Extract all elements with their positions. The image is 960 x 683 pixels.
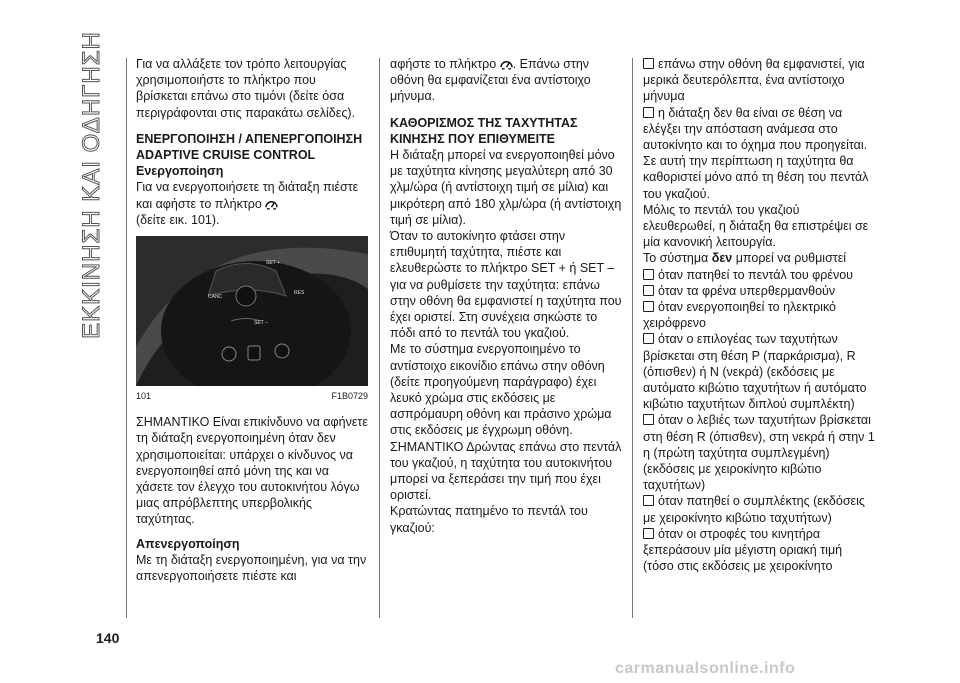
checkbox-icon	[643, 333, 654, 344]
bullet-item	[643, 526, 875, 575]
subheading-deactivate: Απενεργοποίηση	[136, 536, 240, 551]
accelerator-warning: ΣΗΜΑΝΤΙΚΟ Δρώντας επάνω στο πεντάλ του γκαζιού, η ταχύτητα του αυτοκινήτου μπορεί να ξεπεράσει την τιμή που έχει οριστεί.	[390, 439, 622, 503]
column-2	[390, 56, 622, 536]
steering-wheel-figure	[136, 236, 368, 386]
icon-colour-paragraph: Με το σύστημα ενεργοποιημένο το αντίστοιχο εικονίδιο επάνω στην οθόνη (δείτε προηγούμενη παράγραφο) έχει λευκό χρώμα στις εκδόσεις με ασπρόμαυρη οθόνη και πράσινο χρώμα στις εκδόσεις με έγχρωμη οθόνη.	[390, 342, 612, 438]
bullet-text: όταν οι στροφές του κινητήρα ξεπεράσουν μία μέγιστη οριακή τιμή (τόσο στις εκδόσεις με χειροκίνητο	[643, 526, 843, 574]
bullet-text: όταν ο επιλογέας των ταχυτήτων βρίσκεται στη θέση P (παρκάρισμα), R (όπισθεν) ή N (νεκρά) (εκδόσεις με αυτόματο κιβώτιο ταχυτήτων ή αυτόματο κιβώτιο ταχυτήτων διπλού συμπλέκτη)	[643, 332, 867, 412]
bullet-text: επάνω στην οθόνη θα εμφανιστεί, για μερικά δευτερόλεπτα, ένα αντίστοιχο μήνυμα	[643, 57, 865, 104]
bullet-text: όταν ο λεβιές των ταχυτήτων βρίσκεται στη θέση R (όπισθεν), στη νεκρά ή στην 1 η (πρώτη ταχύτητα συμπλεγμένη) (εκδόσεις με χειροκίνητο κιβώτιο ταχυτήτων)	[643, 413, 875, 493]
cruise-control-icon	[265, 199, 278, 210]
cruise-control-icon	[500, 59, 513, 70]
warning-paragraph: ΣΗΜΑΝΤΙΚΟ Είναι επικίνδυνο να αφήνετε τη διάταξη ενεργοποιημένη όταν δεν χρησιμοποιείται: υπάρχει ο κίνδυνος να ενεργοποιηθεί από μόνη της και να χάσετε τον έλεγχο του αυτοκινήτου λόγω μιας απρόβλεπτης υπερβολικής ταχύτητας.	[136, 415, 368, 527]
bullet-item	[643, 56, 875, 105]
cannot-set-b: μπορεί να ρυθμιστεί	[735, 251, 847, 266]
figure-code: F1B0729	[331, 391, 368, 402]
deactivate-text-a: αφήστε το πλήκτρο	[390, 57, 497, 71]
activate-ref: (δείτε εικ. 101).	[136, 212, 220, 227]
column-1	[136, 56, 368, 584]
subheading-activate: Ενεργοποίηση	[136, 164, 224, 179]
bullet-text: η διάταξη δεν θα είναι σε θέση να ελέγξει την απόσταση ανάμεσα στο αυτοκίνητο και το όχημα που προηγείται. Σε αυτή την περίπτωση η ταχύτητα θα καθοριστεί μόνο από τη θέση του πεντάλ του γκαζιού.	[643, 105, 869, 201]
cannot-set-bold: δεν	[711, 251, 733, 266]
bullet-item	[643, 267, 875, 283]
bullet-text: όταν πατηθεί το πεντάλ του φρένου	[658, 267, 854, 282]
checkbox-icon	[643, 107, 654, 118]
bullet-item	[643, 299, 875, 331]
set-minus-label: SET –	[254, 320, 268, 327]
page-number: 140	[96, 630, 120, 646]
column-3	[643, 56, 875, 575]
steering-wheel-illustration	[136, 236, 368, 386]
bullet-text: όταν τα φρένα υπερθερμανθούν	[658, 283, 836, 298]
column-divider	[632, 58, 633, 618]
intro-paragraph: Για να αλλάξετε τον τρόπο λειτουργίας χρησιμοποιήστε το πλήκτρο που βρίσκεται επάνω στο τιμόνι (δείτε όσα περιγράφονται στις παρακάτω σελίδες).	[136, 57, 355, 120]
checkbox-icon	[643, 58, 654, 69]
speed-range-paragraph: Η διάταξη μπορεί να ενεργοποιηθεί μόνο με ταχύτητα κίνησης μεγαλύτερη από 30 χλμ/ώρα (ή αντίστοιχη τιμή σε μίλια) και μικρότερη από 180 χλμ/ώρα (ή αντίστοιχη τιμή σε μίλια).	[390, 148, 622, 227]
bullet-item	[643, 412, 875, 493]
activate-text: Για να ενεργοποιήσετε τη διάταξη πιέστε και αφήστε το πλήκτρο	[136, 180, 359, 211]
column-divider	[126, 58, 127, 618]
deactivate-continued	[390, 56, 622, 105]
checkbox-icon	[643, 301, 654, 312]
res-label: RES	[294, 290, 305, 297]
column-divider	[379, 58, 380, 618]
cannot-set-a: Το σύστημα	[643, 251, 709, 266]
section-side-title	[72, 31, 112, 339]
deactivate-paragraph: Με τη διάταξη ενεργοποιημένη, για να την απενεργοποιήσετε πιέστε και	[136, 552, 367, 584]
speed-heading: ΚΑΘΟΡΙΣΜΟΣ ΤΗΣ ΤΑΧΥΤΗΤΑΣ ΚΙΝΗΣΗΣ ΠΟΥ ΕΠΙΘΥΜΕΙΤΕ	[390, 115, 578, 146]
checkbox-icon	[643, 528, 654, 539]
bullet-item	[643, 493, 875, 525]
set-plus-label: SET +	[266, 260, 280, 267]
bullet-item	[643, 283, 875, 299]
set-speed-paragraph: Όταν το αυτοκίνητο φτάσει στην επιθυμητή ταχύτητα, πιέστε και ελευθερώστε το πλήκτρο SET + ή SET – για να ρυθμίσετε την ταχύτητα: επάνω στην οθόνη θα εμφανιστεί η ταχύτητα που έχει οριστεί. Στη συνέχεια σηκώστε το πόδι από το πεντάλ του γκαζιού.	[390, 229, 622, 341]
section-title-text: ΕΚΚΙΝΗΣΗ ΚΑΙ ΟΔΗΓΗΣΗ	[78, 31, 105, 339]
bullet-text: όταν πατηθεί ο συμπλέκτης (εκδόσεις με χειροκίνητο κιβώτιο ταχυτήτων)	[643, 494, 865, 525]
checkbox-icon	[643, 269, 654, 280]
checkbox-icon	[643, 285, 654, 296]
watermark[interactable]: carmanualsonline.info	[615, 660, 796, 677]
bullet-item	[643, 105, 875, 202]
figure-caption	[136, 388, 368, 404]
deactivate-text-b: . Επάνω στην οθόνη θα εμφανίζεται ένα αντίστοιχο μήνυμα.	[390, 57, 591, 104]
activate-paragraph	[136, 179, 368, 228]
bullet-item	[643, 331, 875, 412]
cannot-set-paragraph	[643, 250, 875, 266]
accelerator-pressed-intro: Κρατώντας πατημένο το πεντάλ του γκαζιού:	[390, 504, 588, 535]
release-paragraph: Μόλις το πεντάλ του γκαζιού ελευθερωθεί, η διάταξη θα επιστρέψει σε μία κανονική λειτουργία.	[643, 202, 869, 250]
checkbox-icon	[643, 495, 654, 506]
section-heading: ΕΝΕΡΓΟΠΟΙΗΣΗ / ΑΠΕΝΕΡΓΟΠΟΙΗΣΗ ADAPTIVE CRUISE CONTROL	[136, 131, 363, 163]
canc-label: CANC	[208, 294, 223, 301]
figure-number: 101	[136, 391, 152, 402]
checkbox-icon	[643, 414, 654, 425]
bullet-text: όταν ενεργοποιηθεί το ηλεκτρικό χειρόφρενο	[643, 300, 837, 331]
